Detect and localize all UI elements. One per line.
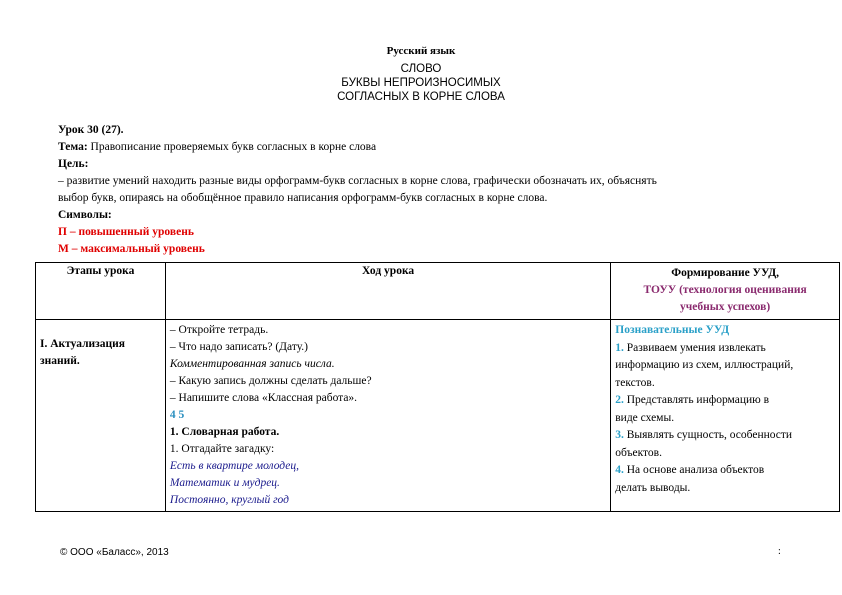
course-line: 1. Отгадайте загадку: [169, 443, 275, 455]
stage-text: знаний. [40, 355, 80, 367]
uud-item-text: делать выводы. [615, 481, 691, 494]
stage-text: I. Актуализация [40, 338, 126, 350]
course-cell [165, 320, 610, 512]
symbols-label: Символы: [58, 209, 112, 221]
riddle-line: Есть в квартире молодец, [169, 460, 299, 472]
header-course: Ход урока [165, 263, 610, 320]
title-line: СЛОВО [400, 63, 442, 75]
uud-item-text: виде схемы. [615, 411, 675, 424]
lesson-table [35, 262, 840, 512]
uud-item-text: Развиваем умения извлекать [623, 341, 766, 354]
title-line: БУКВЫ НЕПРОИЗНОСИМЫХ [341, 77, 501, 89]
course-line: – Откройте тетрадь. [169, 324, 269, 336]
uud-item-number: 3. [615, 429, 624, 441]
uud-item-number: 1. [615, 341, 624, 354]
uud-category: Познавательные УУД [615, 324, 730, 336]
level-m: М – максимальный уровень [58, 243, 205, 255]
page-mark: : [778, 546, 781, 557]
stage-cell [36, 320, 166, 512]
header-uud-line: Формирование УУД, [671, 267, 780, 279]
course-line: Комментированная запись числа. [169, 358, 335, 370]
uud-item-text: Выявлять сущность, особенности [623, 429, 793, 441]
topic-label: Тема: [58, 141, 88, 153]
course-line: 1. Словарная работа. [169, 426, 280, 438]
riddle-line: Математик и мудрец. [169, 477, 280, 489]
uud-item [615, 392, 835, 410]
topic-line [58, 139, 798, 156]
uud-cell [611, 320, 840, 512]
goal-label: Цель: [58, 158, 89, 170]
topic-text: Правописание проверяемых букв согласных в корне слова [90, 141, 377, 153]
uud-item-text: информацию из схем, иллюстраций, [615, 359, 794, 371]
uud-item-text: На основе анализа объектов [623, 464, 765, 476]
header-tou-line: учебных успехов) [680, 301, 771, 313]
uud-item-text: объектов. [615, 446, 662, 459]
uud-item [615, 462, 835, 480]
course-line: – Что надо записать? (Дату.) [169, 341, 309, 353]
title-line: СОГЛАСНЫХ В КОРНЕ СЛОВА [337, 91, 505, 103]
uud-item [615, 427, 835, 445]
uud-item-number: 2. [615, 394, 624, 406]
slide-numbers: 4 5 [169, 409, 185, 421]
lesson-title [0, 62, 842, 104]
uud-item-number: 4. [615, 464, 624, 476]
course-line: – Какую запись должны сделать дальше? [169, 375, 372, 387]
header-stages: Этапы урока [36, 263, 166, 320]
course-line: – Напишите слова «Классная работа». [169, 392, 358, 404]
lesson-number: Урок 30 (27). [58, 124, 124, 136]
table-row [36, 320, 840, 512]
uud-item-text: текстов. [615, 376, 655, 389]
copyright: © ООО «Баласс», 2013 [60, 547, 169, 558]
uud-item-text: Представлять информацию в [623, 394, 770, 406]
level-p: П – повышенный уровень [58, 226, 194, 238]
subject-heading: Русский язык [386, 45, 456, 57]
table-header-row [36, 263, 840, 320]
goal-text-2: выбор букв, опираясь на обобщённое правило написания орфограмм-букв согласных в корне слова. [58, 192, 548, 204]
header-uud [611, 263, 840, 320]
uud-item [615, 340, 835, 358]
lesson-info [58, 122, 798, 258]
goal-text-1: – развитие умений находить разные виды орфограмм-букв согласных в корне слова, графически обозначать их, объяснять [58, 175, 657, 187]
header-tou-line: ТОУУ (технология оценивания [643, 284, 807, 296]
riddle-line: Постоянно, круглый год [169, 494, 289, 506]
